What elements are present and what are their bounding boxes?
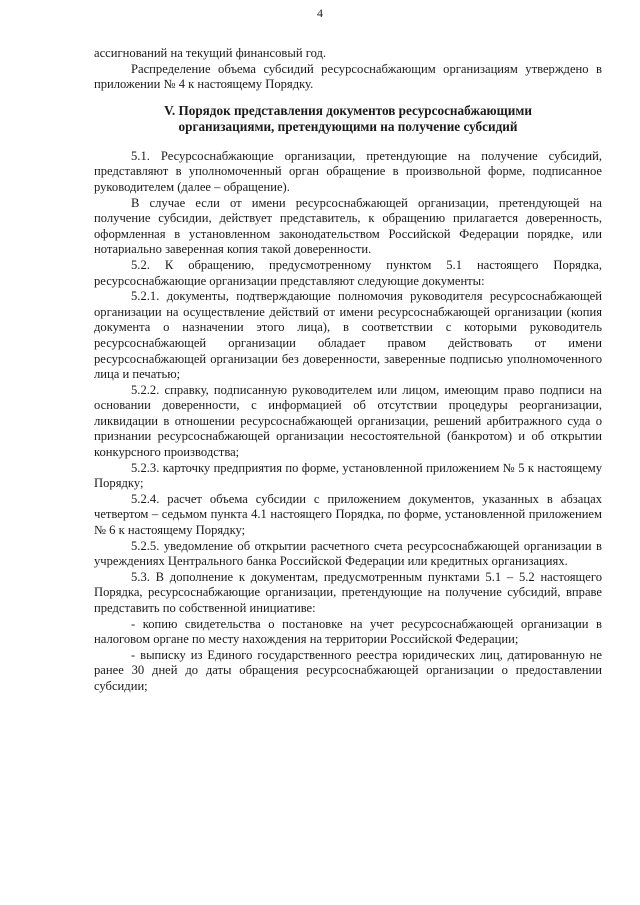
paragraph-5-2-3: 5.2.3. карточку предприятия по форме, установленной приложением № 5 к настоящему Порядку; — [94, 460, 602, 491]
paragraph-5-3: 5.3. В дополнение к документам, предусмотренным пунктами 5.1 – 5.2 настоящего Порядка, ресурсоснабжающие организации, претендующие на получение субсидий, вправе представить по собственной инициативе: — [94, 569, 602, 615]
paragraph-distribution: Распределение объема субсидий ресурсоснабжающим организациям утверждено в приложении № 4 к настоящему Порядку. — [94, 61, 602, 92]
page-number: 4 — [317, 6, 323, 20]
section-title-line-2: организациями, претендующими на получение субсидий — [178, 118, 518, 134]
paragraph-5-2: 5.2. К обращению, предусмотренному пунктом 5.1 настоящего Порядка, ресурсоснабжающие организации представляют следующие документы: — [94, 257, 602, 288]
paragraph-5-2-2: 5.2.2. справку, подписанную руководителем или лицом, имеющим право подписи на основании доверенности, с информацией об отсутствии процедуры реорганизации, ликвидации в отношении ресурсоснабжающей организации, решений арбитражного суда о признании ресурсоснабжающей организации несостоятельной (банкротом) и об открытии конкурсного производства; — [94, 382, 602, 460]
list-item-tax-certificate: - копию свидетельства о постановке на учет ресурсоснабжающей организации в налоговом органе по месту нахождения на территории Российской Федерации; — [94, 616, 602, 647]
paragraph-5-2-1: 5.2.1. документы, подтверждающие полномочия руководителя ресурсоснабжающей организации на осуществление действий от имени ресурсоснабжающей организации (копия документа о назначении этого лица), в соответствии с которыми руководитель ресурсоснабжающей организации обладает правом действовать от имени ресурсоснабжающей организации без доверенности, заверенные подписью уполномоченного лица и печатью; — [94, 289, 602, 382]
list-item-registry-extract: - выписку из Единого государственного реестра юридических лиц, датированную не ранее 30 дней до даты обращения ресурсоснабжающей организации о предоставлении субсидии; — [94, 647, 602, 693]
document-body — [94, 46, 602, 695]
paragraph-5-2-4: 5.2.4. расчет объема субсидии с приложением документов, указанных в абзацах четвертом – седьмом пункта 4.1 настоящего Порядка, по форме, установленной приложением № 6 к настоящему Порядку; — [94, 491, 602, 538]
paragraph-representative: В случае если от имени ресурсоснабжающей организации, претендующей на получение субсидии, действует представитель, к обращению прилагается доверенность, оформленная в установленном законодательством Российской Федерации порядке, или нотариально заверенная копия такой доверенности. — [94, 195, 602, 257]
section-title-line-1: V. Порядок представления документов ресурсоснабжающими — [164, 102, 532, 118]
paragraph-5-2-5: 5.2.5. уведомление об открытии расчетного счета ресурсоснабжающей организации в учреждениях Центрального банка Российской Федерации или кредитных организациях. — [94, 538, 602, 569]
paragraph-5-1: 5.1. Ресурсоснабжающие организации, претендующие на получение субсидий, представляют в уполномоченный орган обращение в произвольной форме, подписанное руководителем (далее – обращение). — [94, 148, 602, 194]
paragraph-continuation: ассигнований на текущий финансовый год. — [94, 46, 327, 60]
section-title — [94, 103, 602, 135]
